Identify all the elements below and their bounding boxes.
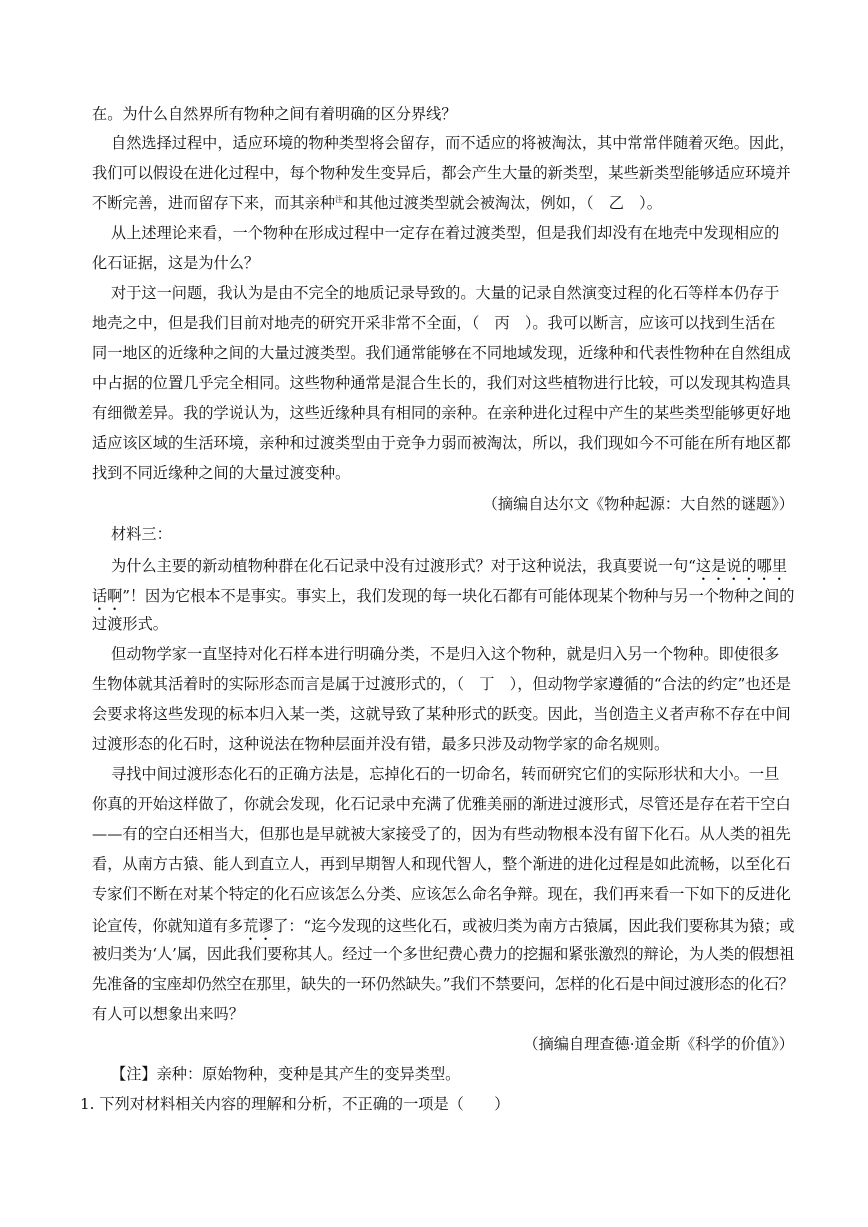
- text-line: 看，从南方古猿、能人到直立人，再到早期智人和现代智人，整个渐进的进化过程是如此流畅，以至化石: [92, 855, 791, 873]
- source-citation: （摘编自理查德·道金斯《科学的价值》）: [523, 1035, 794, 1053]
- emphasized-text: 这是说的哪里: [695, 557, 788, 575]
- text-line: 地壳之中，但是我们目前对地壳的研究开采非常不全面，（ 丙 ）。我可以断言，应该可以找到生活在: [92, 314, 776, 332]
- text-line: 被归类为‘人’属，因此我们要称其人。经过一个多世纪费心费力的挖掘和紧张激烈的辩论，为人类的假想祖: [92, 945, 795, 963]
- text-line: 同一地区的近缘种之间的大量过渡类型。我们通常能够在不同地域发现，近缘种和代表性物种在自然组成: [92, 344, 791, 362]
- text-line: 有细微差异。我的学说认为，这些近缘种具有相同的亲种。在亲种进化过程中产生的某些类型能够更好地: [92, 404, 791, 422]
- text-line: 找到不同近缘种之间的大量过渡变种。: [92, 464, 351, 482]
- text-line: 从上述理论来看，一个物种在形成过程中一定存在着过渡类型，但是我们却没有在地壳中发现相应的: [111, 224, 780, 242]
- text-line: 适应该区域的生活环境，亲种和过渡类型由于竞争力弱而被淘汰，所以，我们现如今不可能在所有地区都: [92, 434, 791, 452]
- text-line: 生物体就其活着时的实际形态而言是属于过渡形式的，（ 丁 ），但动物学家遵循的“合法的约定”也还是: [92, 675, 791, 693]
- text-line: [92, 196, 662, 211]
- text-line: 对于这一问题，我认为是由不完全的地质记录导致的。大量的记录自然演变过程的化石等样本仍存于: [111, 284, 780, 302]
- text-line: 有人可以想象出来吗？: [92, 1005, 244, 1023]
- text-line: 自然选择过程中，适应环境的物种类型将会留存，而不适应的将被淘汰，其中常常伴随着灭绝。因此，: [111, 134, 795, 152]
- text-segment: 为什么主要的新动植物种群在化石记录中没有过渡形式？对于这种说法，我真要说一句“: [111, 557, 696, 575]
- text-segment: 论宣传，你就知道有多: [92, 917, 244, 935]
- text-line: [111, 557, 787, 584]
- section-heading: 材料三：: [111, 525, 172, 543]
- text-line: 我们可以假设在进化过程中，每个物种发生变异后，都会产生大量的新类型，某些新类型能够适应环境并: [92, 164, 791, 182]
- text-segment: ”！因为它根本不是事实。事实上，我们发现的每一块化石都有可能体现某个物种与另一个物种之间的: [122, 587, 795, 605]
- text-line: 但动物学家一直坚持对化石样本进行明确分类，不是归入这个物种，就是归入另一个物种。即使很多: [111, 645, 780, 663]
- text-segment: 了：“迄今发现的这些化石，或被归类为南方古猿属，因此我们要称其为猿；或: [273, 917, 795, 935]
- text-segment: 和其他过渡类型就会被淘汰，例如，（ 乙 ）。: [343, 194, 662, 212]
- text-line: [92, 587, 794, 614]
- text-line: 寻找中间过渡形态化石的正确方法是，忘掉化石的一切命名，转而研究它们的实际形状和大小。一旦: [111, 765, 780, 783]
- note: 【注】亲种：原始物种，变种是其产生的变异类型。: [111, 1065, 461, 1083]
- emphasized-text: 荒谬: [243, 917, 274, 935]
- emphasized-text: 话啊: [92, 587, 123, 605]
- text-line: 化石证据，这是为什么？: [92, 254, 260, 272]
- text-line: ——有的空白还相当大，但那也是早就被大家接受了的，因为有些动物根本没有留下化石。从人类的祖先: [92, 825, 791, 843]
- text-line: [92, 917, 794, 944]
- text-line: 过渡形态的化石时，这种说法在物种层面并没有错，最多只涉及动物学家的命名规则。: [92, 735, 670, 753]
- text-line: 会要求将这些发现的标本归入某一类，这就导致了某种形式的跃变。因此，当创造主义者声称不存在中间: [92, 705, 791, 723]
- text-segment: 不断完善，进而留存下来，而其亲种: [92, 194, 335, 212]
- text-line: 在。为什么自然界所有物种之间有着明确的区分界线？: [92, 105, 457, 123]
- footnote-mark: 注: [335, 195, 343, 204]
- text-line: 先准备的宝座却仍然空在那里，缺失的一环仍然缺失。”我们不禁要问，怎样的化石是中间过渡形态的化石？: [92, 975, 794, 993]
- text-line: 过渡形式。: [92, 615, 168, 633]
- text-line: 专家们不断在对某个特定的化石应该怎么分类、应该怎么命名争辩。现在，我们再来看一下如下的反进化: [92, 885, 791, 903]
- text-line: 你真的开始这样做了，你就会发现，化石记录中充满了优雅美丽的渐进过渡形式，尽管还是存在若干空白: [92, 795, 791, 813]
- source-citation: （摘编自达尔文《物种起源：大自然的谜题》）: [482, 495, 794, 513]
- question-1: 1. 下列对材料相关内容的理解和分析，不正确的一项是（ ）: [80, 1095, 510, 1113]
- text-line: 中占据的位置几乎完全相同。这些物种通常是混合生长的，我们对这些植物进行比较，可以发现其构造具: [92, 374, 791, 392]
